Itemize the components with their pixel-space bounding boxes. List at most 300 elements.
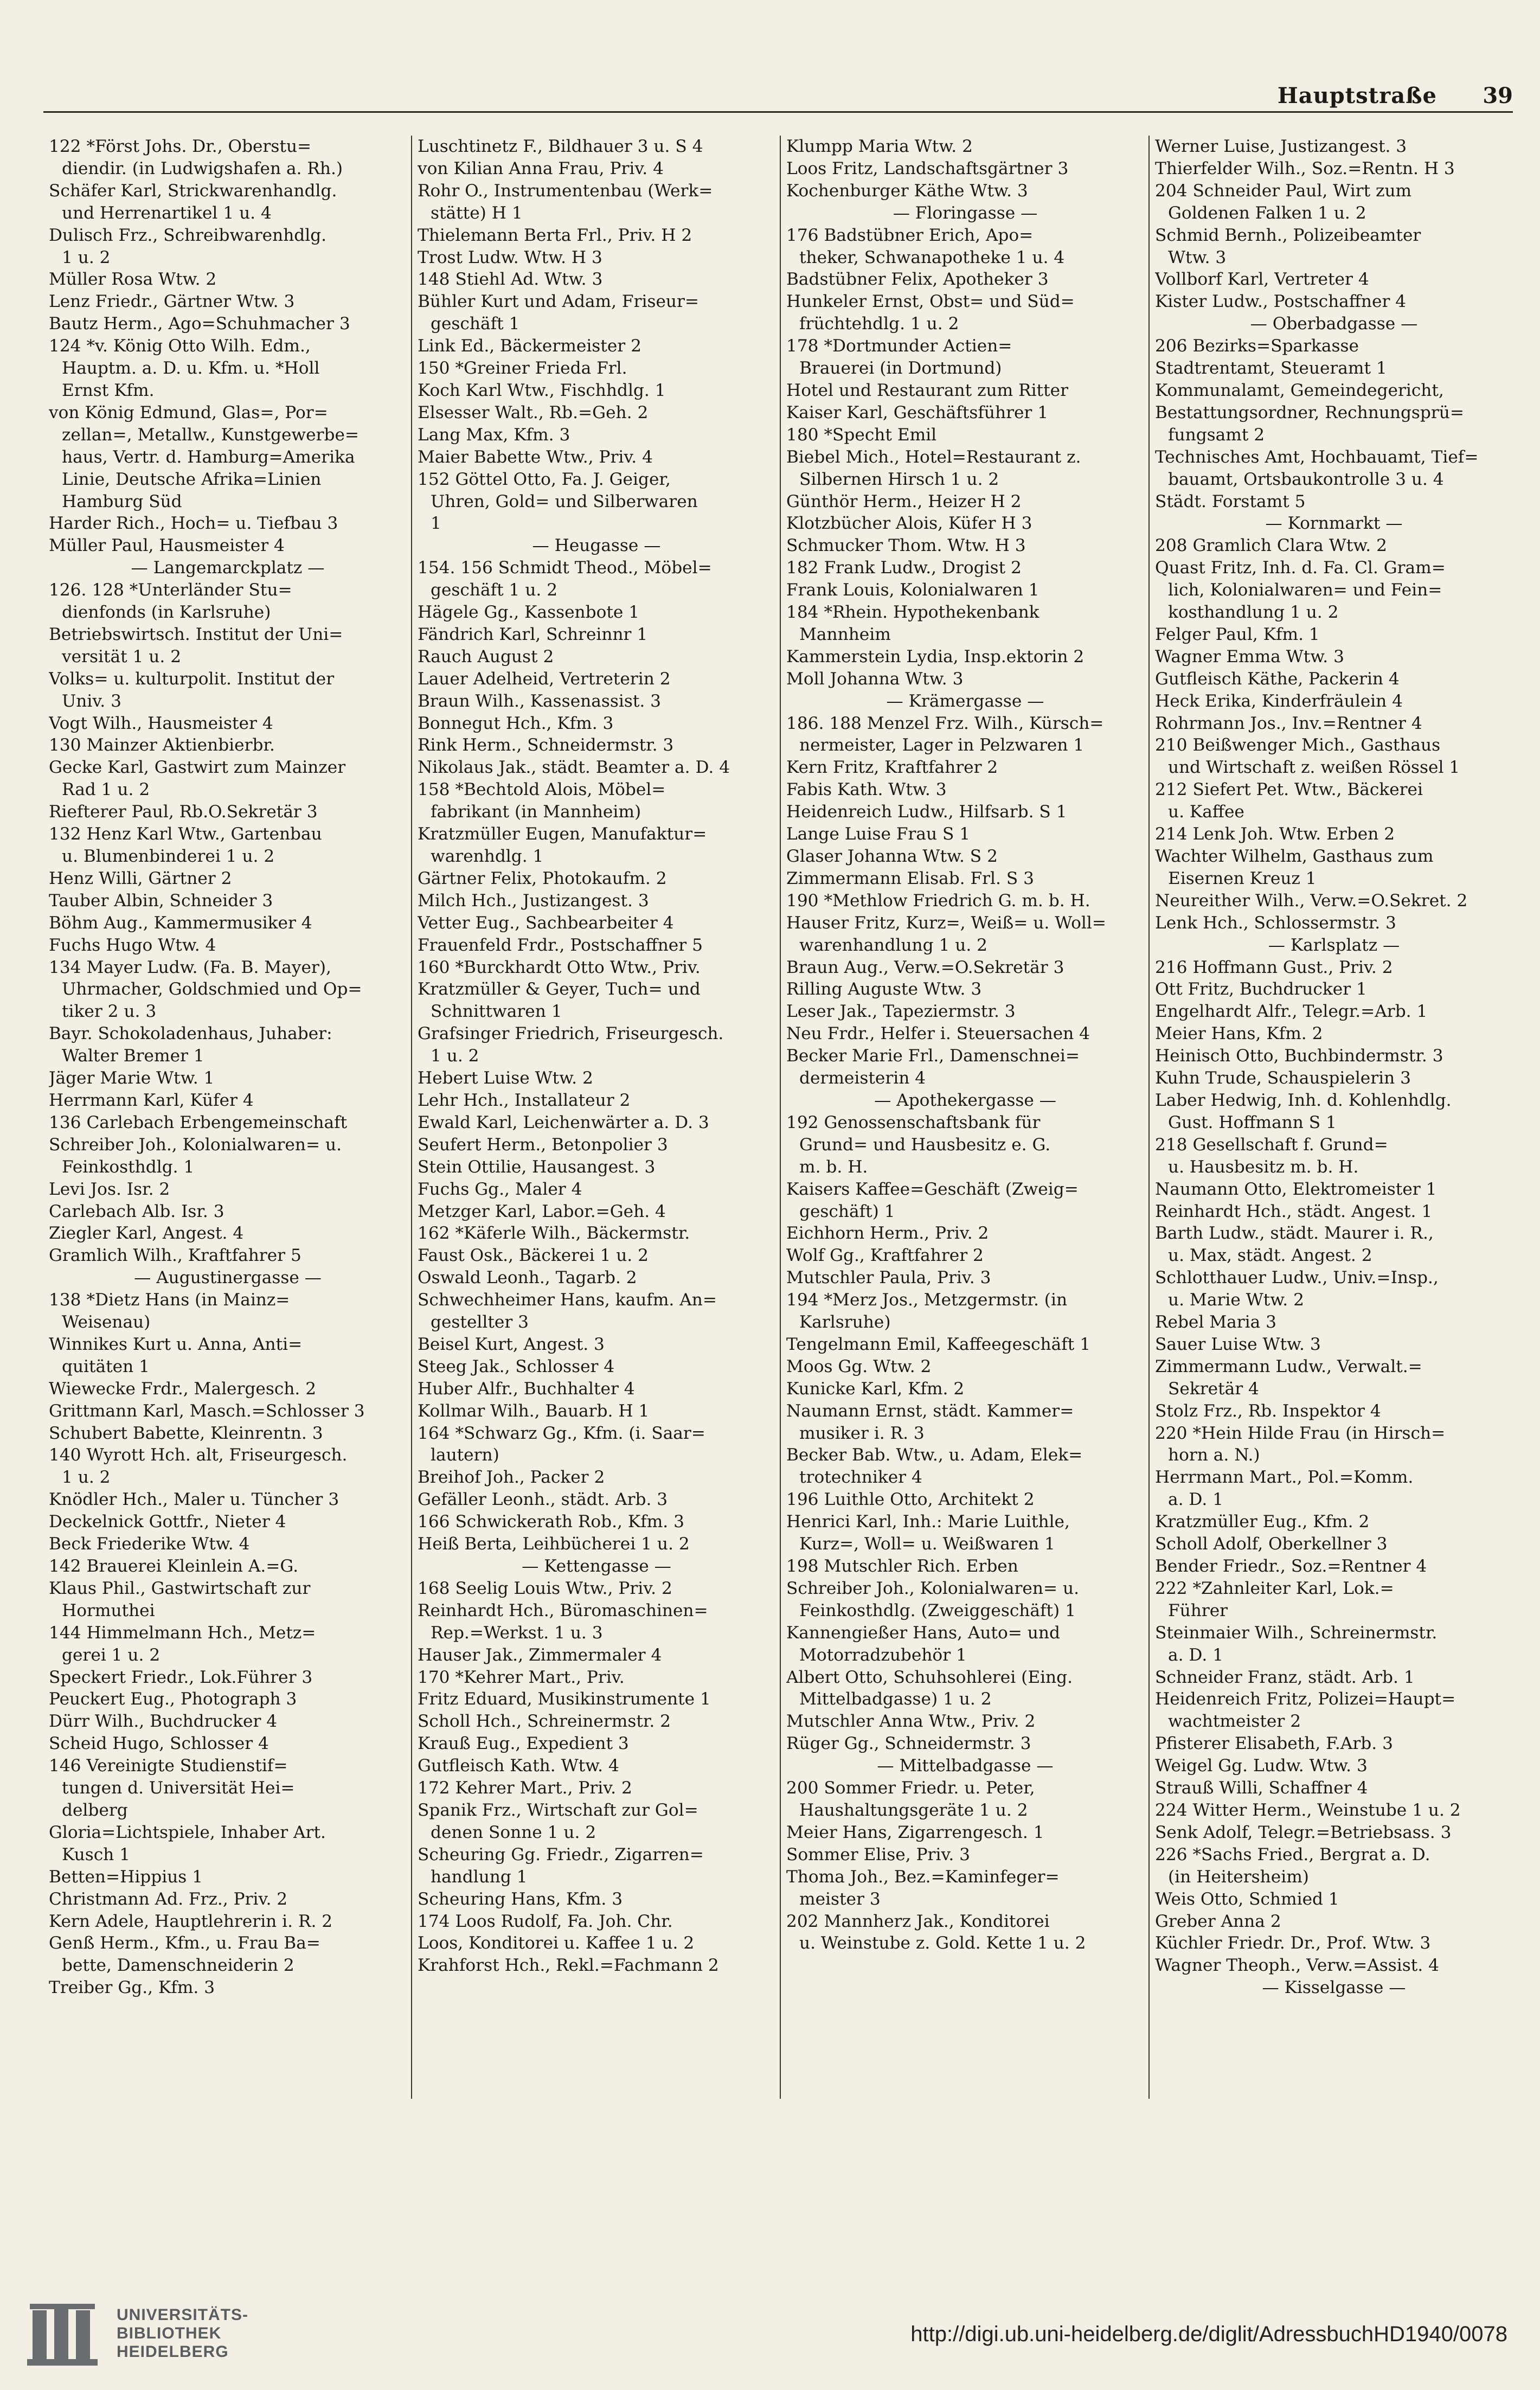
directory-entry: Barth Ludw., städt. Maurer i. R., — [1155, 1223, 1434, 1244]
directory-entry: 142 Brauerei Kleinlein A.=G. — [49, 1556, 299, 1576]
directory-entry-continuation: bauamt, Ortsbaukontrolle 3 u. 4 — [1168, 469, 1444, 489]
directory-entry: Wagner Theoph., Verw.=Assist. 4 — [1155, 1956, 1439, 1976]
directory-entry: Städt. Forstamt 5 — [1155, 491, 1306, 511]
directory-entry: Hauser Fritz, Kurz=, Weiß= u. Woll= — [786, 913, 1107, 933]
directory-entry: Sauer Luise Wtw. 3 — [1155, 1334, 1321, 1354]
directory-entry: Becker Bab. Wtw., u. Adam, Elek= — [786, 1445, 1083, 1465]
directory-entry: 138 *Dietz Hans (in Mainz= — [49, 1290, 290, 1310]
directory-entry-continuation: Sekretär 4 — [1168, 1379, 1259, 1399]
running-head: Hauptstraße — [1277, 83, 1437, 108]
directory-entry: Kern Fritz, Kraftfahrer 2 — [786, 758, 998, 778]
footer — [0, 2289, 1540, 2390]
library-name-line: BIBLIOTHEK — [117, 2324, 222, 2342]
directory-entry: Reinhardt Hch., städt. Angest. 1 — [1155, 1201, 1433, 1221]
directory-entry: Heinisch Otto, Buchbindermstr. 3 — [1155, 1046, 1443, 1066]
directory-entry: Milch Hch., Justizangest. 3 — [418, 890, 649, 911]
directory-entry: Fuchs Hugo Wtw. 4 — [49, 935, 216, 955]
directory-entry-continuation: Silbernen Hirsch 1 u. 2 — [799, 469, 999, 489]
directory-entry: Senk Adolf, Telegr.=Betriebsass. 3 — [1155, 1822, 1452, 1842]
directory-entry-continuation: u. Kaffee — [1168, 802, 1244, 822]
directory-entry: 190 *Methlow Friedrich G. m. b. H. — [786, 890, 1090, 911]
directory-entry: 204 Schneider Paul, Wirt zum — [1155, 181, 1412, 201]
directory-entry: Laber Hedwig, Inh. d. Kohlenhdlg. — [1155, 1090, 1452, 1110]
directory-entry: 206 Bezirks=Sparkasse — [1155, 336, 1359, 356]
directory-entry-continuation: theker, Schwanapotheke 1 u. 4 — [799, 247, 1065, 267]
directory-entry: Biebel Mich., Hotel=Restaurant z. — [786, 447, 1081, 467]
directory-entry-continuation: warenhandlung 1 u. 2 — [799, 935, 988, 955]
directory-entry: Gramlich Wilh., Kraftfahrer 5 — [49, 1246, 301, 1266]
directory-entry: Scholl Adolf, Oberkellner 3 — [1155, 1534, 1388, 1554]
directory-entry: Tauber Albin, Schneider 3 — [49, 890, 273, 911]
directory-columns — [49, 136, 1513, 2142]
directory-entry: 164 *Schwarz Gg., Kfm. (i. Saar= — [418, 1423, 705, 1443]
directory-entry: Zimmermann Elisab. Frl. S 3 — [786, 868, 1034, 888]
directory-entry: von König Edmund, Glas=, Por= — [49, 402, 328, 422]
directory-entry-continuation: denen Sonne 1 u. 2 — [431, 1822, 596, 1842]
street-heading: — Oberbadgasse — — [1250, 314, 1418, 334]
directory-entry-continuation: Kurz=, Woll= u. Weißwaren 1 — [799, 1534, 1055, 1554]
directory-entry: Müller Paul, Hausmeister 4 — [49, 536, 285, 556]
directory-entry: Neureither Wilh., Verw.=O.Sekret. 2 — [1155, 890, 1468, 911]
street-heading: — Augustinergasse — — [134, 1268, 322, 1288]
directory-entry: Becker Marie Frl., Damenschnei= — [786, 1046, 1080, 1066]
directory-entry: Spanik Frz., Wirtschaft zur Gol= — [418, 1800, 698, 1820]
directory-entry-continuation: Grund= und Hausbesitz e. G. — [799, 1135, 1051, 1155]
directory-entry: Steinmaier Wilh., Schreinermstr. — [1155, 1623, 1438, 1643]
directory-entry: Kister Ludw., Postschaffner 4 — [1155, 292, 1407, 312]
directory-entry: Badstübner Felix, Apotheker 3 — [786, 270, 1049, 290]
directory-entry-continuation: gestellter 3 — [431, 1312, 529, 1332]
directory-entry: 222 *Zahnleiter Karl, Lok.= — [1155, 1578, 1394, 1598]
directory-entry-continuation: Brauerei (in Dortmund) — [799, 358, 1002, 379]
directory-entry: Krauß Eug., Expedient 3 — [418, 1734, 629, 1754]
directory-entry: Kratzmüller & Geyer, Tuch= und — [418, 979, 701, 999]
directory-entry: Kollmar Wilh., Bauarb. H 1 — [418, 1401, 650, 1421]
directory-entry: Stolz Frz., Rb. Inspektor 4 — [1155, 1401, 1381, 1421]
library-name — [117, 2306, 248, 2361]
directory-entry: Technisches Amt, Hochbauamt, Tief= — [1155, 447, 1479, 467]
directory-entry: Heiß Berta, Leihbücherei 1 u. 2 — [418, 1534, 690, 1554]
directory-entry: Dürr Wilh., Buchdrucker 4 — [49, 1712, 278, 1732]
directory-entry: Günthör Herm., Heizer H 2 — [786, 491, 1022, 511]
directory-entry: Scholl Hch., Schreinermstr. 2 — [418, 1712, 671, 1732]
directory-entry: 140 Wyrott Hch. alt, Friseurgesch. — [49, 1445, 348, 1465]
directory-entry: 122 *Först Johs. Dr., Oberstu= — [49, 137, 312, 156]
directory-entry: Sommer Elise, Priv. 3 — [786, 1844, 971, 1864]
directory-entry: Krahforst Hch., Rekl.=Fachmann 2 — [418, 1956, 719, 1976]
directory-entry-continuation: meister 3 — [799, 1889, 881, 1909]
directory-entry: Henz Willi, Gärtner 2 — [49, 868, 232, 888]
directory-entry-continuation: Haushaltungsgeräte 1 u. 2 — [799, 1800, 1028, 1820]
directory-entry-continuation: Goldenen Falken 1 u. 2 — [1168, 203, 1366, 223]
directory-entry-continuation: nermeister, Lager in Pelzwaren 1 — [799, 735, 1085, 755]
directory-entry: Bayr. Schokoladenhaus, Juhaber: — [49, 1024, 332, 1044]
directory-entry-continuation: horn a. N.) — [1168, 1445, 1260, 1465]
directory-entry-continuation: handlung 1 — [431, 1867, 528, 1887]
directory-entry: Mutschler Paula, Priv. 3 — [786, 1268, 991, 1288]
directory-entry: Seufert Herm., Betonpolier 3 — [418, 1135, 668, 1155]
directory-entry: Bautz Herm., Ago=Schuhmacher 3 — [49, 314, 350, 334]
directory-entry: Fuchs Gg., Maler 4 — [418, 1179, 582, 1199]
directory-entry-continuation: delberg — [62, 1800, 128, 1820]
street-heading: — Mittelbadgasse — — [877, 1756, 1054, 1776]
directory-entry: Meier Hans, Kfm. 2 — [1155, 1024, 1323, 1044]
directory-entry: Engelhardt Alfr., Telegr.=Arb. 1 — [1155, 1002, 1428, 1022]
directory-entry: Schmid Bernh., Polizeibeamter — [1155, 225, 1421, 245]
directory-entry: Stein Ottilie, Hausangest. 3 — [418, 1157, 656, 1177]
directory-entry: Heidenreich Fritz, Polizei=Haupt= — [1155, 1689, 1456, 1709]
directory-entry: Rauch August 2 — [418, 646, 554, 667]
directory-entry: Riefterer Paul, Rb.O.Sekretär 3 — [49, 802, 318, 822]
directory-entry: Beck Friederike Wtw. 4 — [49, 1534, 250, 1554]
directory-entry: 192 Genossenschaftsbank für — [786, 1112, 1041, 1132]
directory-entry: Treiber Gg., Kfm. 3 — [49, 1978, 215, 1998]
directory-entry: Kommunalamt, Gemeindegericht, — [1155, 380, 1444, 400]
directory-entry-continuation: Mittelbadgasse) 1 u. 2 — [799, 1689, 992, 1709]
directory-entry: Schubert Babette, Kleinrentn. 3 — [49, 1423, 323, 1443]
directory-entry: Hauser Jak., Zimmermaler 4 — [418, 1645, 662, 1665]
directory-entry: Kannengießer Hans, Auto= und — [786, 1623, 1060, 1643]
directory-entry: 180 *Specht Emil — [786, 425, 937, 445]
directory-entry-continuation: geschäft 1 — [431, 314, 520, 334]
directory-entry-continuation: Hormuthei — [62, 1600, 155, 1620]
directory-entry: Kunicke Karl, Kfm. 2 — [786, 1379, 965, 1399]
directory-entry: 182 Frank Ludw., Drogist 2 — [786, 558, 1022, 578]
directory-entry: Henrici Karl, Inh.: Marie Luithle, — [786, 1512, 1070, 1532]
directory-entry: Rink Herm., Schneidermstr. 3 — [418, 735, 674, 755]
directory-entry: Fabis Kath. Wtw. 3 — [786, 780, 947, 800]
directory-entry: Frank Louis, Kolonialwaren 1 — [786, 580, 1040, 600]
directory-entry: Knödler Hch., Maler u. Tüncher 3 — [49, 1490, 339, 1510]
directory-entry: Lange Luise Frau S 1 — [786, 824, 971, 844]
directory-entry: Schmucker Thom. Wtw. H 3 — [786, 536, 1026, 556]
directory-entry: Scheuring Gg. Friedr., Zigarren= — [418, 1844, 704, 1864]
directory-entry: Schlotthauer Ludw., Univ.=Insp., — [1155, 1268, 1439, 1288]
directory-entry: 154. 156 Schmidt Theod., Möbel= — [418, 558, 712, 578]
column-1 — [49, 136, 407, 2142]
directory-entry-continuation: u. Marie Wtw. 2 — [1168, 1290, 1304, 1310]
directory-entry-continuation: tiker 2 u. 3 — [62, 1002, 157, 1022]
directory-entry: Tengelmann Emil, Kaffeegeschäft 1 — [786, 1334, 1091, 1354]
directory-entry: Braun Aug., Verw.=O.Sekretär 3 — [786, 957, 1064, 977]
directory-entry: Schreiber Joh., Kolonialwaren= u. — [786, 1578, 1080, 1598]
directory-entry: Grafsinger Friedrich, Friseurgesch. — [418, 1024, 724, 1044]
library-name-line: HEIDELBERG — [117, 2343, 229, 2361]
directory-entry: 130 Mainzer Aktienbierbr. — [49, 735, 275, 755]
directory-entry: Volks= u. kulturpolit. Institut der — [49, 669, 335, 689]
directory-entry: Kratzmüller Eug., Kfm. 2 — [1155, 1512, 1370, 1532]
directory-entry: Beisel Kurt, Angest. 3 — [418, 1334, 605, 1354]
directory-entry: 224 Witter Herm., Weinstube 1 u. 2 — [1155, 1800, 1461, 1820]
directory-entry-continuation: versität 1 u. 2 — [62, 646, 182, 667]
directory-entry: 158 *Bechtold Alois, Möbel= — [418, 780, 666, 800]
directory-entry: Koch Karl Wtw., Fischhdlg. 1 — [418, 380, 666, 400]
directory-entry: Trost Ludw. Wtw. H 3 — [418, 247, 602, 267]
directory-entry: Maier Babette Wtw., Priv. 4 — [418, 447, 653, 467]
directory-entry: Weigel Gg. Ludw. Wtw. 3 — [1155, 1756, 1368, 1776]
directory-entry: 176 Badstübner Erich, Apo= — [786, 225, 1034, 245]
directory-entry: 174 Loos Rudolf, Fa. Joh. Chr. — [418, 1911, 673, 1931]
directory-entry: Carlebach Alb. Isr. 3 — [49, 1201, 224, 1221]
directory-entry-continuation: u. Hausbesitz m. b. H. — [1168, 1157, 1359, 1177]
directory-entry: von Kilian Anna Frau, Priv. 4 — [418, 158, 664, 178]
directory-entry-continuation: Kusch 1 — [62, 1844, 131, 1864]
directory-entry: Schreiber Joh., Kolonialwaren= u. — [49, 1135, 342, 1155]
directory-entry: Steeg Jak., Schlosser 4 — [418, 1356, 615, 1376]
directory-entry: Gefäller Leonh., städt. Arb. 3 — [418, 1490, 668, 1510]
directory-entry: 172 Kehrer Mart., Priv. 2 — [418, 1778, 632, 1798]
directory-entry: Ziegler Karl, Angest. 4 — [49, 1223, 244, 1244]
directory-entry: Glaser Johanna Wtw. S 2 — [786, 847, 998, 866]
directory-entry-continuation: trotechniker 4 — [799, 1468, 922, 1488]
directory-entry: 226 *Sachs Fried., Bergrat a. D. — [1155, 1844, 1430, 1864]
directory-entry: Thierfelder Wilh., Soz.=Rentn. H 3 — [1155, 158, 1455, 178]
directory-entry: Hebert Luise Wtw. 2 — [418, 1068, 593, 1088]
directory-entry: 144 Himmelmann Hch., Metz= — [49, 1623, 316, 1643]
directory-entry: 194 *Merz Jos., Metzgermstr. (in — [786, 1290, 1068, 1310]
directory-entry: Kern Adele, Hauptlehrerin i. R. 2 — [49, 1911, 333, 1931]
directory-entry-continuation: Univ. 3 — [62, 691, 121, 711]
directory-entry-continuation: Wtw. 3 — [1168, 247, 1227, 267]
directory-entry: Heck Erika, Kinderfräulein 4 — [1155, 691, 1403, 711]
directory-entry-continuation: Karlsruhe) — [799, 1312, 891, 1332]
directory-entry: Huber Alfr., Buchhalter 4 — [418, 1379, 635, 1399]
directory-entry: Deckelnick Gottfr., Nieter 4 — [49, 1512, 286, 1532]
street-heading: — Kisselgasse — — [1262, 1978, 1406, 1998]
source-url-link[interactable]: http://digi.ub.uni-heidelberg.de/diglit/AdressbuchHD1940/0078 — [910, 2322, 1507, 2346]
directory-entry: 136 Carlebach Erbengemeinschaft — [49, 1112, 348, 1132]
directory-entry-continuation: musiker i. R. 3 — [799, 1423, 925, 1443]
directory-entry-continuation: (in Heitersheim) — [1168, 1867, 1309, 1887]
directory-entry-continuation: Feinkosthdlg. 1 — [62, 1157, 195, 1177]
page-header — [43, 79, 1513, 113]
directory-entry-continuation: u. Blumenbinderei 1 u. 2 — [62, 847, 275, 866]
directory-entry: Naumann Otto, Elektromeister 1 — [1155, 1179, 1437, 1199]
directory-entry-continuation: fabrikant (in Mannheim) — [431, 802, 641, 822]
directory-entry: Fritz Eduard, Musikinstrumente 1 — [418, 1689, 711, 1709]
directory-entry-continuation: a. D. 1 — [1168, 1490, 1223, 1510]
directory-entry-continuation: und Herrenartikel 1 u. 4 — [62, 203, 272, 223]
directory-entry-continuation: dermeisterin 4 — [799, 1068, 926, 1088]
directory-entry: Wiewecke Frdr., Malergesch. 2 — [49, 1379, 317, 1399]
column-3 — [786, 136, 1144, 2142]
directory-entry: Klaus Phil., Gastwirtschaft zur — [49, 1578, 311, 1598]
street-heading: — Karlsplatz — — [1268, 935, 1400, 955]
directory-entry: Thielemann Berta Frl., Priv. H 2 — [418, 225, 692, 245]
column-rule — [780, 136, 781, 2099]
directory-entry-continuation: Mannheim — [799, 624, 891, 644]
directory-entry: 134 Mayer Ludw. (Fa. B. Mayer), — [49, 957, 331, 977]
directory-entry: Nikolaus Jak., städt. Beamter a. D. 4 — [418, 758, 730, 778]
directory-entry-continuation: geschäft) 1 — [799, 1201, 895, 1221]
directory-entry: 196 Luithle Otto, Architekt 2 — [786, 1490, 1035, 1510]
directory-entry: Moll Johanna Wtw. 3 — [786, 669, 964, 689]
directory-entry: Thoma Joh., Bez.=Kaminfeger= — [786, 1867, 1060, 1887]
directory-entry: 216 Hoffmann Gust., Priv. 2 — [1155, 957, 1393, 977]
directory-entry-continuation: Gust. Hoffmann S 1 — [1168, 1112, 1337, 1132]
directory-entry: Link Ed., Bäckermeister 2 — [418, 336, 641, 356]
directory-entry: 162 *Käferle Wilh., Bäckermstr. — [418, 1223, 690, 1244]
directory-entry: 160 *Burckhardt Otto Wtw., Priv. — [418, 957, 701, 977]
directory-entry: 202 Mannherz Jak., Konditorei — [786, 1911, 1050, 1931]
directory-entry: Loos, Konditorei u. Kaffee 1 u. 2 — [418, 1933, 695, 1953]
directory-entry: Quast Fritz, Inh. d. Fa. Cl. Gram= — [1155, 558, 1446, 578]
directory-entry: Gärtner Felix, Photokaufm. 2 — [418, 868, 667, 888]
directory-entry: Lang Max, Kfm. 3 — [418, 425, 570, 445]
directory-entry-continuation: und Wirtschaft z. weißen Rössel 1 — [1168, 758, 1460, 778]
directory-entry: Weis Otto, Schmied 1 — [1155, 1889, 1339, 1909]
directory-entry-continuation: Uhrmacher, Goldschmied und Op= — [62, 979, 362, 999]
directory-entry: 146 Vereinigte Studienstif= — [49, 1756, 288, 1776]
directory-entry: Dulisch Frz., Schreibwarenhdlg. — [49, 225, 327, 245]
directory-entry: 208 Gramlich Clara Wtw. 2 — [1155, 536, 1387, 556]
directory-entry: Albert Otto, Schuhsohlerei (Eing. — [786, 1667, 1073, 1687]
directory-entry: Herrmann Karl, Küfer 4 — [49, 1090, 254, 1110]
directory-entry-continuation: bette, Damenschneiderin 2 — [62, 1956, 294, 1976]
directory-entry: Zimmermann Ludw., Verwalt.= — [1155, 1356, 1422, 1376]
directory-entry: Küchler Friedr. Dr., Prof. Wtw. 3 — [1155, 1933, 1431, 1953]
directory-entry: Gecke Karl, Gastwirt zum Mainzer — [49, 758, 346, 778]
directory-entry: Leser Jak., Tapeziermstr. 3 — [786, 1002, 1016, 1022]
directory-entry-continuation: 1 u. 2 — [62, 247, 111, 267]
directory-entry-continuation: fungsamt 2 — [1168, 425, 1265, 445]
directory-entry: Rebel Maria 3 — [1155, 1312, 1277, 1332]
directory-entry: Hägele Gg., Kassenbote 1 — [418, 603, 640, 623]
directory-entry: Elsesser Walt., Rb.=Geh. 2 — [418, 402, 649, 422]
directory-entry-continuation: m. b. H. — [799, 1157, 868, 1177]
directory-entry-continuation: zellan=, Metallw., Kunstgewerbe= — [62, 425, 360, 445]
directory-entry: Bender Friedr., Soz.=Rentner 4 — [1155, 1556, 1427, 1576]
directory-entry: Hunkeler Ernst, Obst= und Süd= — [786, 292, 1075, 312]
directory-entry: Metzger Karl, Labor.=Geh. 4 — [418, 1201, 666, 1221]
directory-entry: Betriebswirtsch. Institut der Uni= — [49, 624, 343, 644]
directory-entry: Scheuring Hans, Kfm. 3 — [418, 1889, 623, 1909]
directory-entry-continuation: dienfonds (in Karlsruhe) — [62, 603, 271, 623]
directory-entry: Böhm Aug., Kammermusiker 4 — [49, 913, 312, 933]
directory-entry-continuation: Führer — [1168, 1600, 1228, 1620]
street-heading: — Langemarckplatz — — [131, 558, 325, 578]
directory-entry: Hotel und Restaurant zum Ritter — [786, 380, 1068, 400]
directory-entry-continuation: lich, Kolonialwaren= und Fein= — [1168, 580, 1442, 600]
directory-entry-continuation: Rep.=Werkst. 1 u. 3 — [431, 1623, 603, 1643]
directory-entry-continuation: Schnittwaren 1 — [431, 1002, 562, 1022]
directory-entry: Rohr O., Instrumentenbau (Werk= — [418, 181, 713, 201]
street-heading: — Kornmarkt — — [1265, 514, 1403, 534]
directory-entry: Werner Luise, Justizangest. 3 — [1155, 137, 1407, 156]
directory-entry: 124 *v. König Otto Wilh. Edm., — [49, 336, 311, 356]
directory-entry-continuation: Hauptm. a. D. u. Kfm. u. *Holl — [62, 358, 320, 379]
directory-entry: Genß Herm., Kfm., u. Frau Ba= — [49, 1933, 320, 1953]
directory-entry-continuation: 1 u. 2 — [62, 1468, 111, 1488]
directory-entry-continuation: lautern) — [431, 1445, 499, 1465]
directory-entry: Vogt Wilh., Hausmeister 4 — [49, 713, 273, 733]
directory-entry: Loos Fritz, Landschaftsgärtner 3 — [786, 158, 1069, 178]
directory-entry-continuation: u. Weinstube z. Gold. Kette 1 u. 2 — [799, 1933, 1086, 1953]
directory-entry: Lenk Hch., Schlossermstr. 3 — [1155, 913, 1396, 933]
directory-entry: Eichhorn Herm., Priv. 2 — [786, 1223, 989, 1244]
directory-entry: Lenz Friedr., Gärtner Wtw. 3 — [49, 292, 295, 312]
directory-entry: 184 *Rhein. Hypothekenbank — [786, 603, 1040, 623]
directory-entry: Bestattungsordner, Rechnungsprü= — [1155, 402, 1465, 422]
street-heading: — Floringasse — — [893, 203, 1038, 223]
directory-entry: Wachter Wilhelm, Gasthaus zum — [1155, 847, 1434, 866]
column-rule — [1148, 136, 1150, 2099]
column-4 — [1155, 136, 1513, 2142]
directory-entry: Strauß Willi, Schaffner 4 — [1155, 1778, 1368, 1798]
directory-entry: Müller Rosa Wtw. 2 — [49, 270, 217, 290]
directory-entry: Stadtrentamt, Steueramt 1 — [1155, 358, 1387, 379]
directory-entry-continuation: Uhren, Gold= und Silberwaren — [431, 491, 698, 511]
directory-entry: Felger Paul, Kfm. 1 — [1155, 624, 1320, 644]
directory-entry-continuation: Eisernen Kreuz 1 — [1168, 868, 1317, 888]
directory-entry: Speckert Friedr., Lok.Führer 3 — [49, 1667, 313, 1687]
directory-entry: Bühler Kurt und Adam, Friseur= — [418, 292, 700, 312]
directory-entry-continuation: 1 u. 2 — [431, 1046, 479, 1066]
directory-entry: Vollborf Karl, Vertreter 4 — [1155, 270, 1369, 290]
directory-entry-continuation: Weisenau) — [62, 1312, 151, 1332]
street-heading: — Heugasse — — [532, 536, 661, 556]
directory-entry: 166 Schwickerath Rob., Kfm. 3 — [418, 1512, 684, 1532]
directory-entry: Rüger Gg., Schneidermstr. 3 — [786, 1734, 1031, 1754]
directory-entry-continuation: wachtmeister 2 — [1168, 1712, 1301, 1732]
directory-entry: Gutfleisch Käthe, Packerin 4 — [1155, 669, 1400, 689]
directory-entry: 178 *Dortmunder Actien= — [786, 336, 1012, 356]
column-2 — [418, 136, 775, 2142]
directory-entry: Greber Anna 2 — [1155, 1911, 1281, 1931]
directory-entry: Meier Hans, Zigarrengesch. 1 — [786, 1822, 1044, 1842]
directory-entry-continuation: u. Max, städt. Angest. 2 — [1168, 1246, 1372, 1266]
directory-entry: 210 Beißwenger Mich., Gasthaus — [1155, 735, 1441, 755]
directory-entry: Schäfer Karl, Strickwarenhandlg. — [49, 181, 337, 201]
street-heading: — Apothekergasse — — [874, 1090, 1056, 1110]
directory-entry-continuation: Ernst Kfm. — [62, 380, 155, 400]
directory-entry: 214 Lenk Joh. Wtw. Erben 2 — [1155, 824, 1395, 844]
directory-entry: 212 Siefert Pet. Wtw., Bäckerei — [1155, 780, 1423, 800]
directory-entry-continuation: diendir. (in Ludwigshafen a. Rh.) — [62, 158, 343, 178]
directory-entry: Rilling Auguste Wtw. 3 — [786, 979, 982, 999]
directory-entry-continuation: Hamburg Süd — [62, 491, 182, 511]
directory-entry: 170 *Kehrer Mart., Priv. — [418, 1667, 625, 1687]
directory-entry-continuation: tungen d. Universität Hei= — [62, 1778, 295, 1798]
directory-entry: Levi Jos. Isr. 2 — [49, 1179, 170, 1199]
directory-entry: Kaisers Kaffee=Geschäft (Zweig= — [786, 1179, 1079, 1199]
library-name-line: UNIVERSITÄTS- — [117, 2306, 249, 2324]
directory-entry: Gloria=Lichtspiele, Inhaber Art. — [49, 1822, 326, 1842]
directory-entry: Schneider Franz, städt. Arb. 1 — [1155, 1667, 1415, 1687]
column-rule — [411, 136, 412, 2099]
directory-entry: Mutschler Anna Wtw., Priv. 2 — [786, 1712, 1036, 1732]
directory-entry-continuation: kosthandlung 1 u. 2 — [1168, 603, 1339, 623]
street-heading: — Kettengasse — — [522, 1556, 671, 1576]
directory-entry: Harder Rich., Hoch= u. Tiefbau 3 — [49, 514, 338, 534]
directory-entry: Rohrmann Jos., Inv.=Rentner 4 — [1155, 713, 1422, 733]
directory-entry: Breihof Joh., Packer 2 — [418, 1468, 605, 1488]
directory-entry: 168 Seelig Louis Wtw., Priv. 2 — [418, 1578, 672, 1598]
directory-entry: Heidenreich Ludw., Hilfsarb. S 1 — [786, 802, 1067, 822]
directory-entry: 198 Mutschler Rich. Erben — [786, 1556, 1018, 1576]
directory-entry: Neu Frdr., Helfer i. Steuersachen 4 — [786, 1024, 1090, 1044]
directory-entry: Faust Osk., Bäckerei 1 u. 2 — [418, 1246, 649, 1266]
directory-entry: Luschtinetz F., Bildhauer 3 u. S 4 — [418, 137, 703, 156]
directory-entry: Grittmann Karl, Masch.=Schlosser 3 — [49, 1401, 365, 1421]
directory-entry: Wolf Gg., Kraftfahrer 2 — [786, 1246, 984, 1266]
directory-entry: Lauer Adelheid, Vertreterin 2 — [418, 669, 671, 689]
directory-entry: Gutfleisch Kath. Wtw. 4 — [418, 1756, 619, 1776]
directory-entry-continuation: Feinkosthdlg. (Zweiggeschäft) 1 — [799, 1600, 1076, 1620]
directory-entry: Klotzbücher Alois, Küfer H 3 — [786, 514, 1032, 534]
directory-entry: Reinhardt Hch., Büromaschinen= — [418, 1600, 708, 1620]
directory-entry: Kaiser Karl, Geschäftsführer 1 — [786, 402, 1049, 422]
